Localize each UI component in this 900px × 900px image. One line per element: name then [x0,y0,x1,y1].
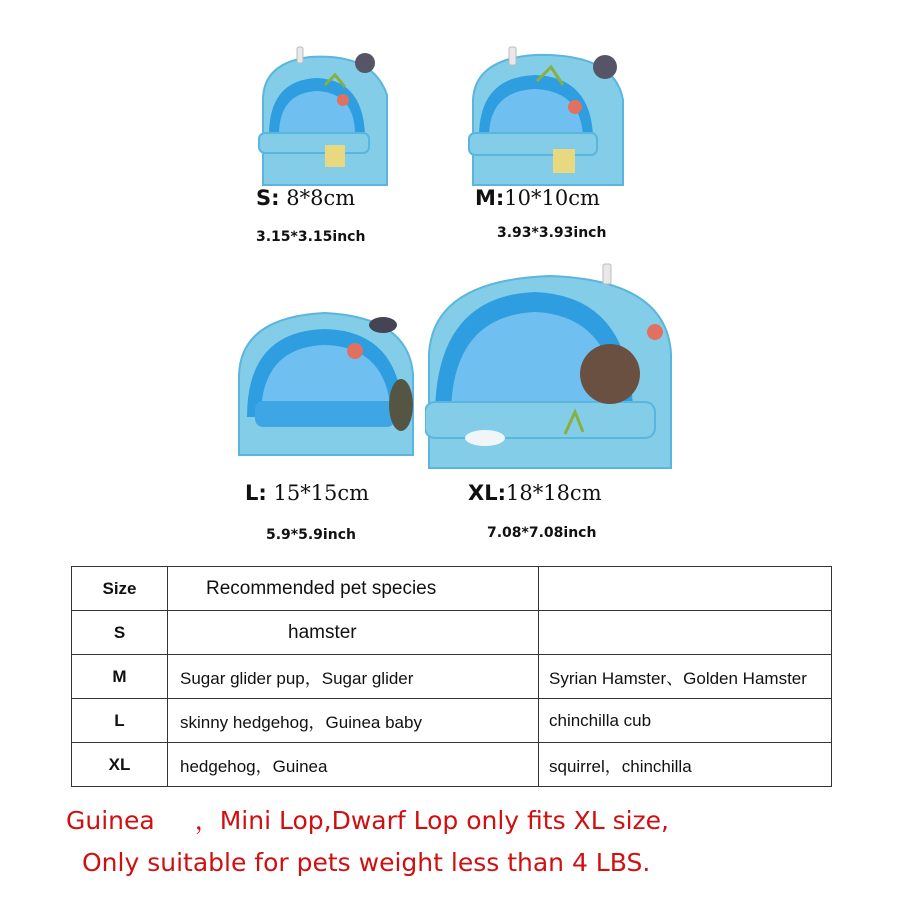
product-image-xl [425,262,675,474]
row-size: M [72,655,168,699]
size-dims-inch-s: 3.15*3.15inch [256,229,366,245]
header-size: Size [72,567,168,611]
row-recommended: hedgehog，Guinea [168,743,539,787]
row-extra: Syrian Hamster、Golden Hamster [539,655,832,699]
table-row [72,743,832,787]
size-label-m [475,186,600,210]
row-size: S [72,611,168,655]
row-extra: squirrel，chinchilla [539,743,832,787]
note-line-1 [66,801,669,837]
size-dims-cm: 15*15cm [273,481,370,505]
size-dims-cm: 10*10cm [504,186,600,210]
size-dims-cm: 8*8cm [286,186,356,210]
product-image-m [465,45,630,190]
table-header-row [72,567,832,611]
size-label-xl [468,481,602,505]
size-table [71,566,832,787]
size-label-l [245,481,369,505]
note-line-2: Only suitable for pets weight less than 4 LBS. [82,848,651,877]
table-row [72,611,832,655]
row-recommended: hamster [168,611,539,655]
size-label-s [256,186,355,210]
row-recommended: skinny hedgehog，Guinea baby [168,699,539,743]
table-row [72,699,832,743]
size-dims-cm: 18*18cm [505,481,602,505]
size-code: S: [256,186,280,210]
note-fit-xl: ，Mini Lop,Dwarf Lop only fits XL size, [194,806,669,835]
row-extra: chinchilla cub [539,699,832,743]
table-row [72,655,832,699]
product-image-s [255,45,395,190]
row-recommended: Sugar glider pup，Sugar glider [168,655,539,699]
note-guinea: Guinea [66,806,155,835]
row-size: L [72,699,168,743]
size-code: XL: [468,481,506,505]
row-extra [539,611,832,655]
size-code: L: [245,481,267,505]
row-size: XL [72,743,168,787]
size-code: M: [475,186,505,210]
size-dims-inch-m: 3.93*3.93inch [497,225,607,241]
header-recommended: Recommended pet species [168,567,539,611]
header-extra [539,567,832,611]
size-dims-inch-xl: 7.08*7.08inch [487,525,597,541]
product-image-l [233,305,418,460]
size-dims-inch-l: 5.9*5.9inch [266,527,356,543]
